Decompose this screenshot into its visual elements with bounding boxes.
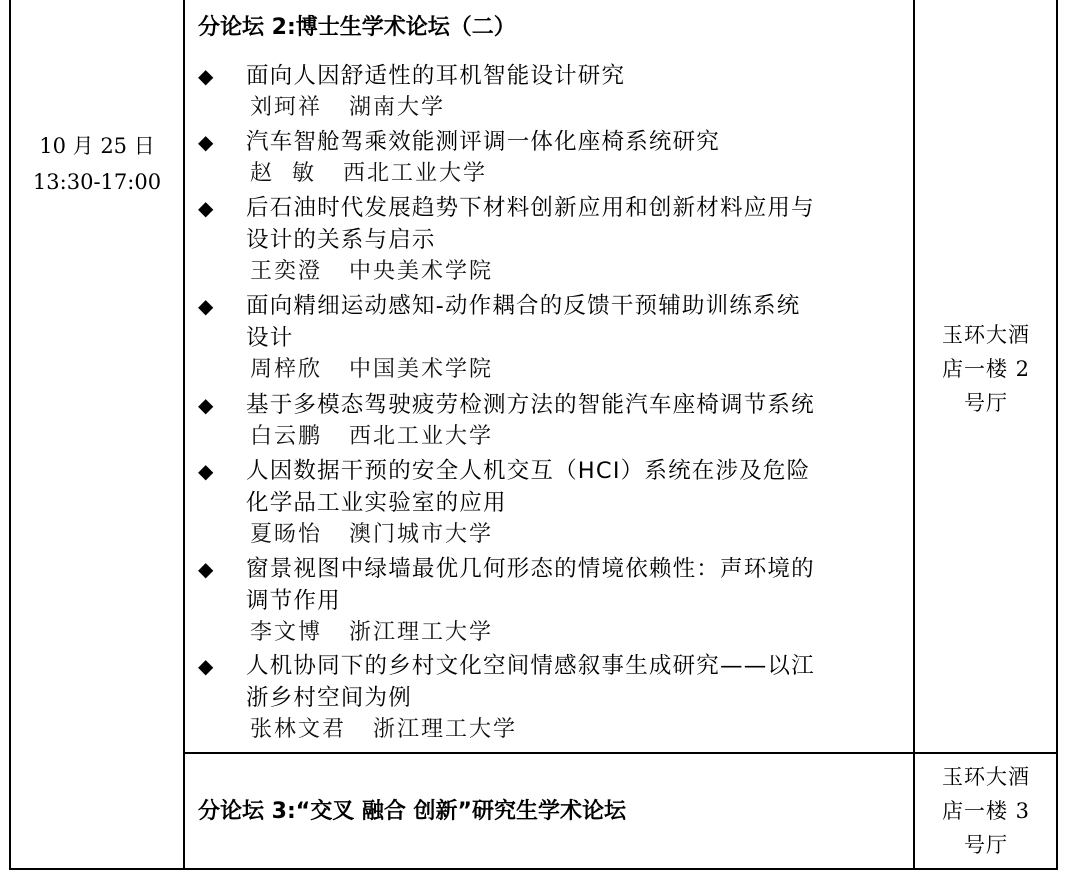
row-divider bbox=[183, 752, 1058, 754]
talk-authors: 白云鹏 西北工业大学 bbox=[250, 424, 493, 449]
talk-item bbox=[198, 290, 910, 386]
diamond-bullet-icon: ◆ bbox=[198, 64, 214, 88]
talk-title: 基于多模态驾驶疲劳检测方法的智能汽车座椅调节系统 bbox=[246, 392, 815, 418]
talk-title: 面向精细运动感知-动作耦合的反馈干预辅助训练系统 设计 bbox=[246, 293, 801, 351]
talk-authors: 周梓欣 中国美术学院 bbox=[250, 357, 493, 382]
talk-title: 窗景视图中绿墙最优几何形态的情境依赖性：声环境的 调节作用 bbox=[246, 556, 815, 614]
talk-title: 汽车智舱驾乘效能测评调一体化座椅系统研究 bbox=[246, 129, 721, 155]
diamond-bullet-icon: ◆ bbox=[198, 654, 214, 678]
forum-2-venue: 玉环大酒 店一楼 2 号厅 bbox=[941, 323, 1031, 415]
forum-2-title: 分论坛 2:博士生学术论坛（二） bbox=[198, 15, 516, 40]
talk-title: 人因数据干预的安全人机交互（HCI）系统在涉及危险 化学品工业实验室的应用 bbox=[246, 458, 811, 516]
talk-item bbox=[198, 389, 910, 453]
talk-authors: 李文博 浙江理工大学 bbox=[250, 620, 493, 645]
talk-item bbox=[198, 650, 910, 746]
talk-title: 人机协同下的乡村文化空间情感叙事生成研究——以江 浙乡村空间为例 bbox=[246, 653, 815, 711]
talk-authors: 赵 敏 西北工业大学 bbox=[250, 161, 487, 186]
diamond-bullet-icon: ◆ bbox=[198, 130, 214, 154]
talk-authors: 张林文君 浙江理工大学 bbox=[250, 717, 517, 742]
talk-item bbox=[198, 192, 910, 288]
table-bottom-border bbox=[9, 868, 1058, 870]
talk-authors: 王奕澄 中央美术学院 bbox=[250, 259, 493, 284]
talk-authors: 刘珂祥 湖南大学 bbox=[250, 95, 445, 120]
talk-item bbox=[198, 126, 910, 190]
talk-title: 后石油时代发展趋势下材料创新应用和创新材料应用与 设计的关系与启示 bbox=[246, 195, 815, 253]
diamond-bullet-icon: ◆ bbox=[198, 393, 214, 417]
diamond-bullet-icon: ◆ bbox=[198, 196, 214, 220]
forum-3-venue: 玉环大酒 店一楼 3 号厅 bbox=[941, 765, 1031, 857]
table-divider-venue bbox=[913, 0, 915, 870]
talk-title: 面向人因舒适性的耳机智能设计研究 bbox=[246, 63, 626, 89]
talk-authors: 夏旸怡 澳门城市大学 bbox=[250, 522, 493, 547]
talk-item bbox=[198, 553, 910, 649]
forum-3-title: 分论坛 3:“交叉 融合 创新”研究生学术论坛 bbox=[198, 799, 627, 824]
talk-item bbox=[198, 60, 910, 124]
session-time: 13:30-17:00 bbox=[32, 170, 162, 194]
table-right-border bbox=[1056, 0, 1058, 870]
diamond-bullet-icon: ◆ bbox=[198, 459, 214, 483]
session-date: 10 月 25 日 bbox=[39, 134, 155, 158]
diamond-bullet-icon: ◆ bbox=[198, 294, 214, 318]
talk-item bbox=[198, 455, 910, 551]
diamond-bullet-icon: ◆ bbox=[198, 557, 214, 581]
